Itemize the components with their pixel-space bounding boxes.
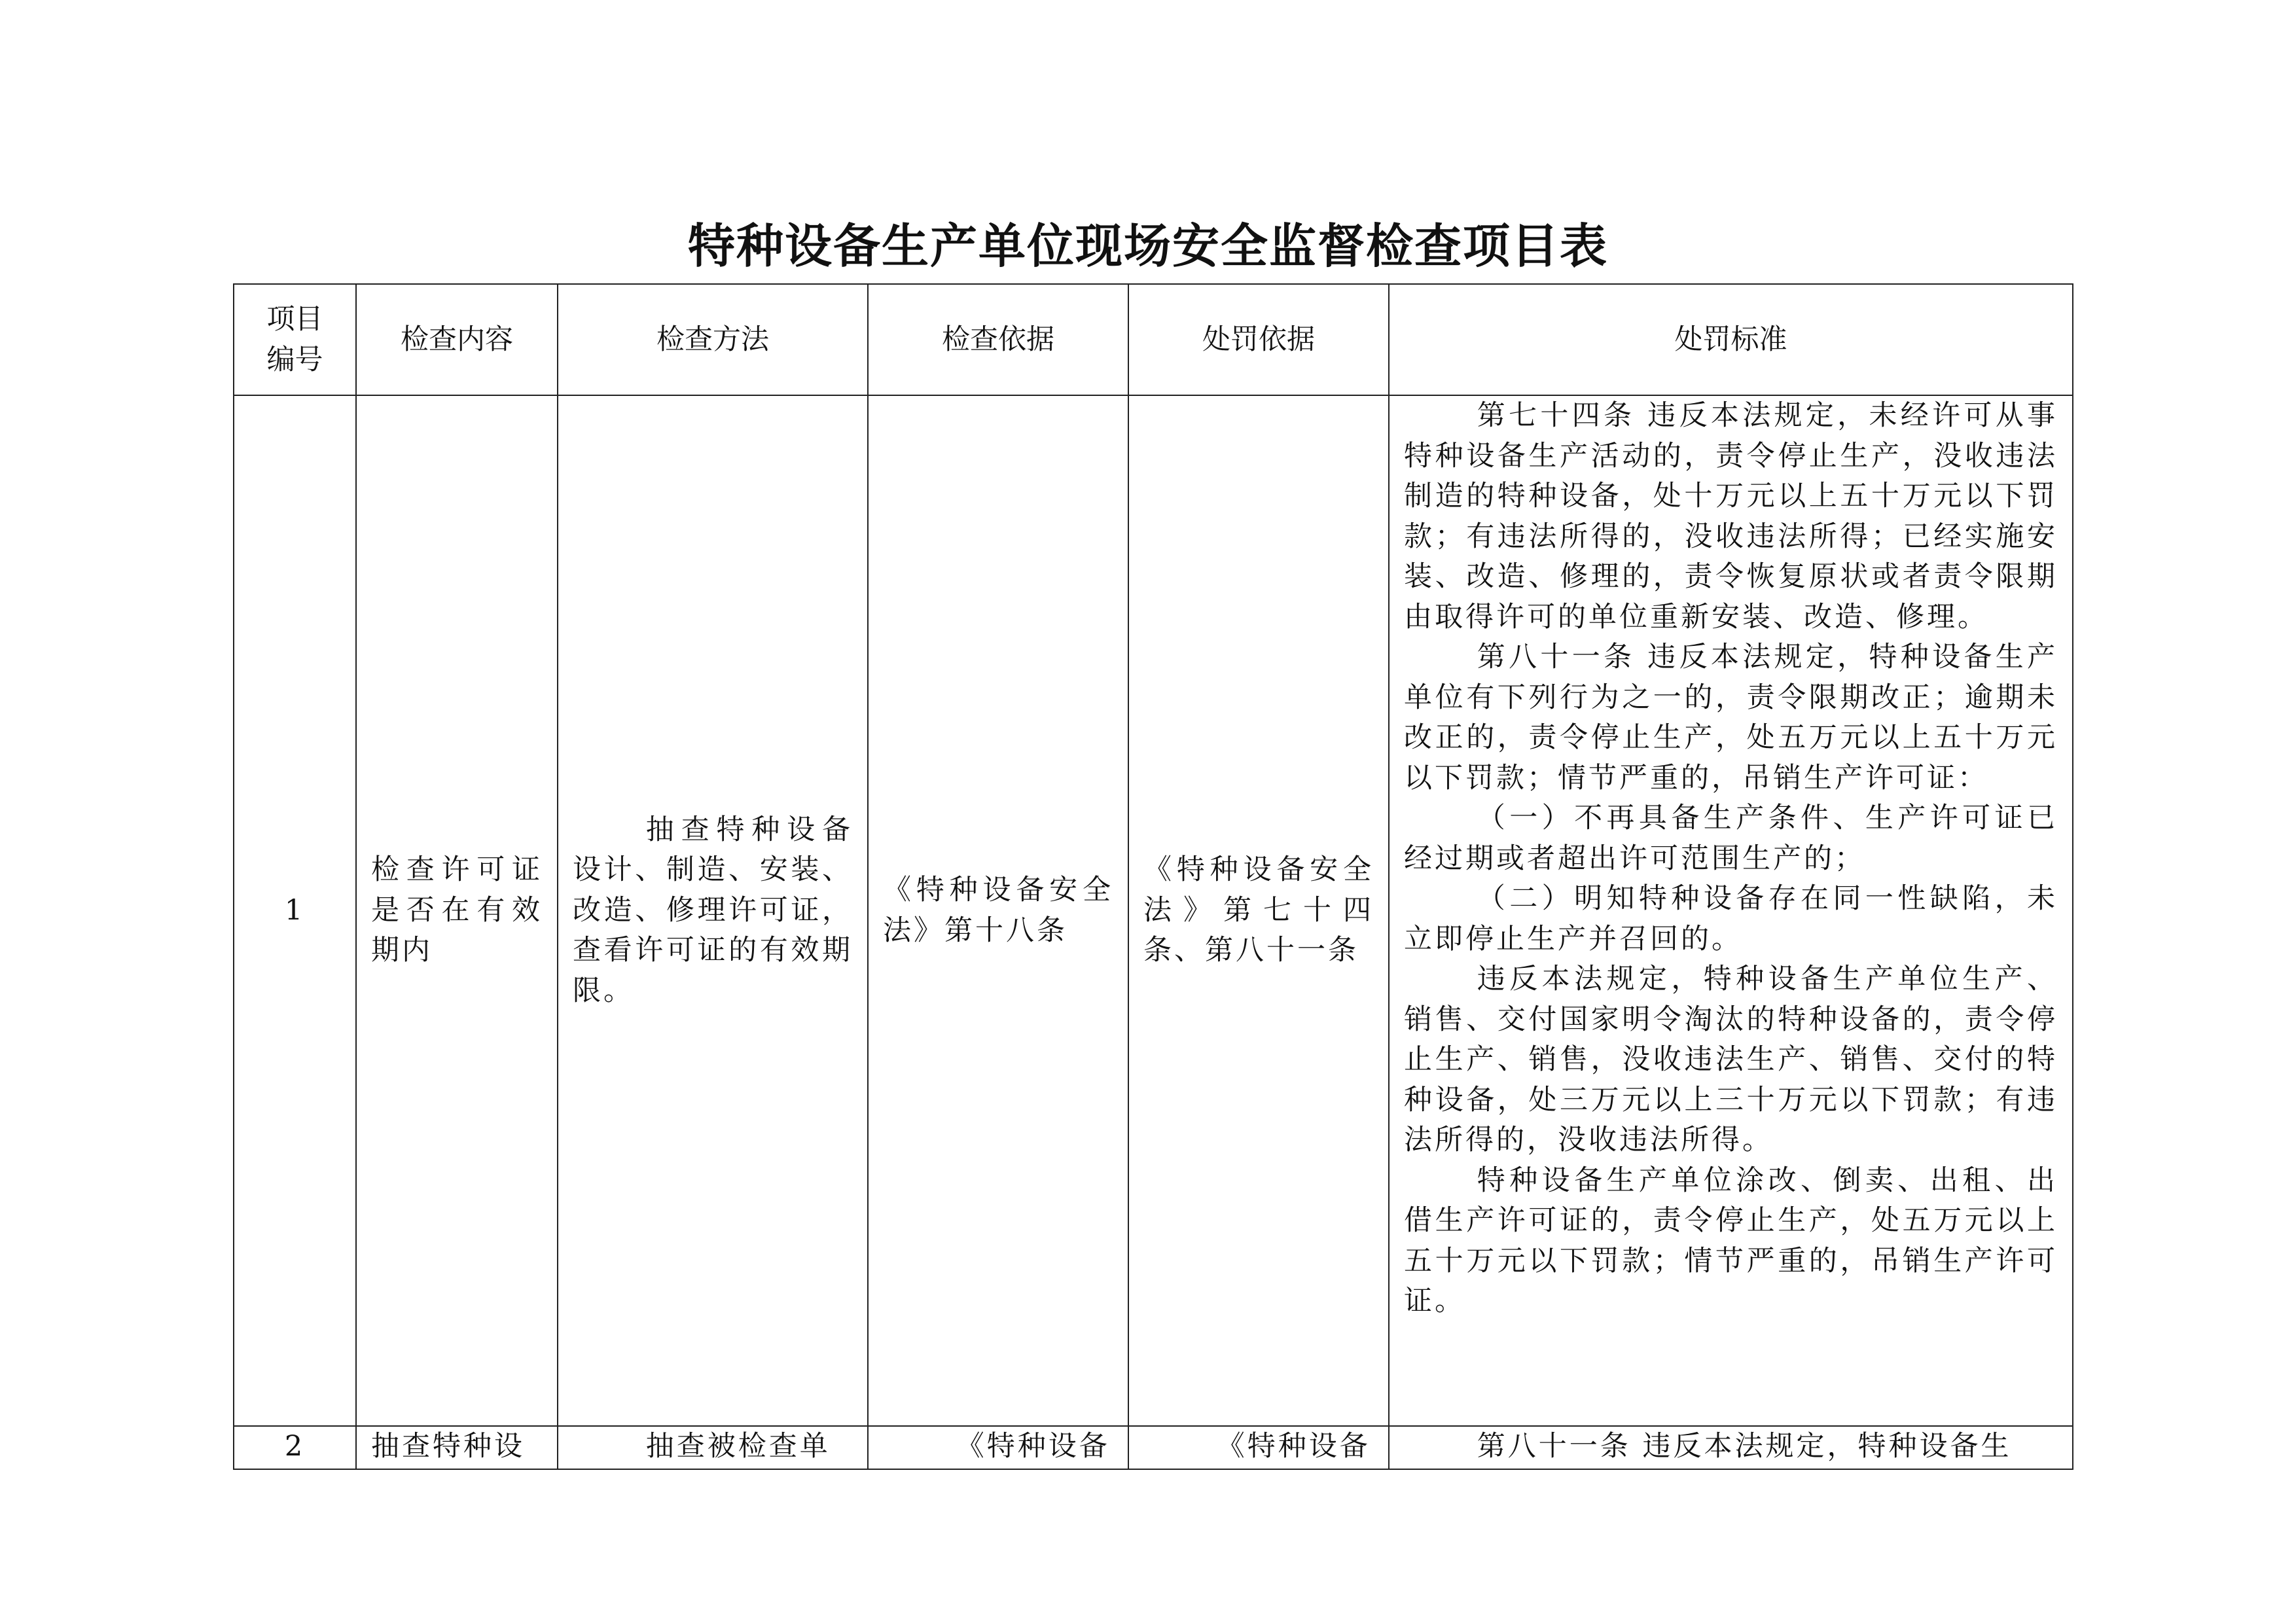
row-penalty-standard [1389, 395, 2073, 1426]
row-basis: 《特种设备安全法》第十八条 [868, 395, 1128, 1426]
standard-paragraph: 第八十一条 违反本法规定，特种设备生产单位有下列行为之一的，责令限期改正；逾期未改正的，责令停止生产，处五万元以上五十万元以下罚款；情节严重的，吊销生产许可证： [1404, 641, 2058, 794]
row-method: 抽查特种设备设计、制造、安装、改造、修理许可证，查看许可证的有效期限。 [558, 395, 868, 1426]
page-title: 特种设备生产单位现场安全监督检查项目表 [687, 219, 1608, 274]
row-item-no: 2 [234, 1426, 356, 1469]
standard-paragraph: （二）明知特种设备存在同一性缺陷，未立即停止生产并召回的。 [1404, 882, 2058, 955]
header-item-no: 项目编号 [234, 284, 356, 395]
header-method: 检查方法 [558, 284, 868, 395]
standard-paragraph: 违反本法规定，特种设备生产单位生产、销售、交付国家明令淘汰的特种设备的，责令停止生产、销售，没收违法生产、销售、交付的特种设备，处三万元以上三十万元以下罚款；有违法所得的，没收违法所得。 [1404, 963, 2058, 1156]
row-penalty-basis: 《特种设备 [1128, 1426, 1389, 1469]
row-content: 检查许可证是否在有效期内 [356, 395, 558, 1426]
standard-paragraph: 第七十四条 违反本法规定，未经许可从事特种设备生产活动的，责令停止生产，没收违法制造的特种设备，处十万元以上五十万元以下罚款；有违法所得的，没收违法所得；已经实施安装、改造、修理的，责令恢复原状或者责令限期由取得许可的单位重新安装、改造、修理。 [1404, 399, 2058, 633]
row-method: 抽查被检查单 [558, 1426, 868, 1469]
standard-paragraph: （一）不再具备生产条件、生产许可证已经过期或者超出许可范围生产的； [1404, 802, 2058, 875]
row-content: 抽查特种设 [356, 1426, 558, 1469]
standard-paragraph: 特种设备生产单位涂改、倒卖、出租、出借生产许可证的，责令停止生产，处五万元以上五十万元以下罚款；情节严重的，吊销生产许可证。 [1404, 1164, 2058, 1317]
header-content: 检查内容 [356, 284, 558, 395]
header-basis: 检查依据 [868, 284, 1128, 395]
table-row [234, 1426, 2073, 1469]
table-row [234, 395, 2073, 1426]
inspection-table [233, 283, 2073, 1470]
header-penalty-basis: 处罚依据 [1128, 284, 1389, 395]
header-penalty-standard: 处罚标准 [1389, 284, 2073, 395]
row-basis: 《特种设备 [868, 1426, 1128, 1469]
row-penalty-basis: 《特种设备安全法》第七十四条、第八十一条 [1128, 395, 1389, 1426]
table-header-row [234, 284, 2073, 395]
row-penalty-standard: 第八十一条 违反本法规定，特种设备生 [1389, 1426, 2073, 1469]
row-item-no: 1 [234, 395, 356, 1426]
